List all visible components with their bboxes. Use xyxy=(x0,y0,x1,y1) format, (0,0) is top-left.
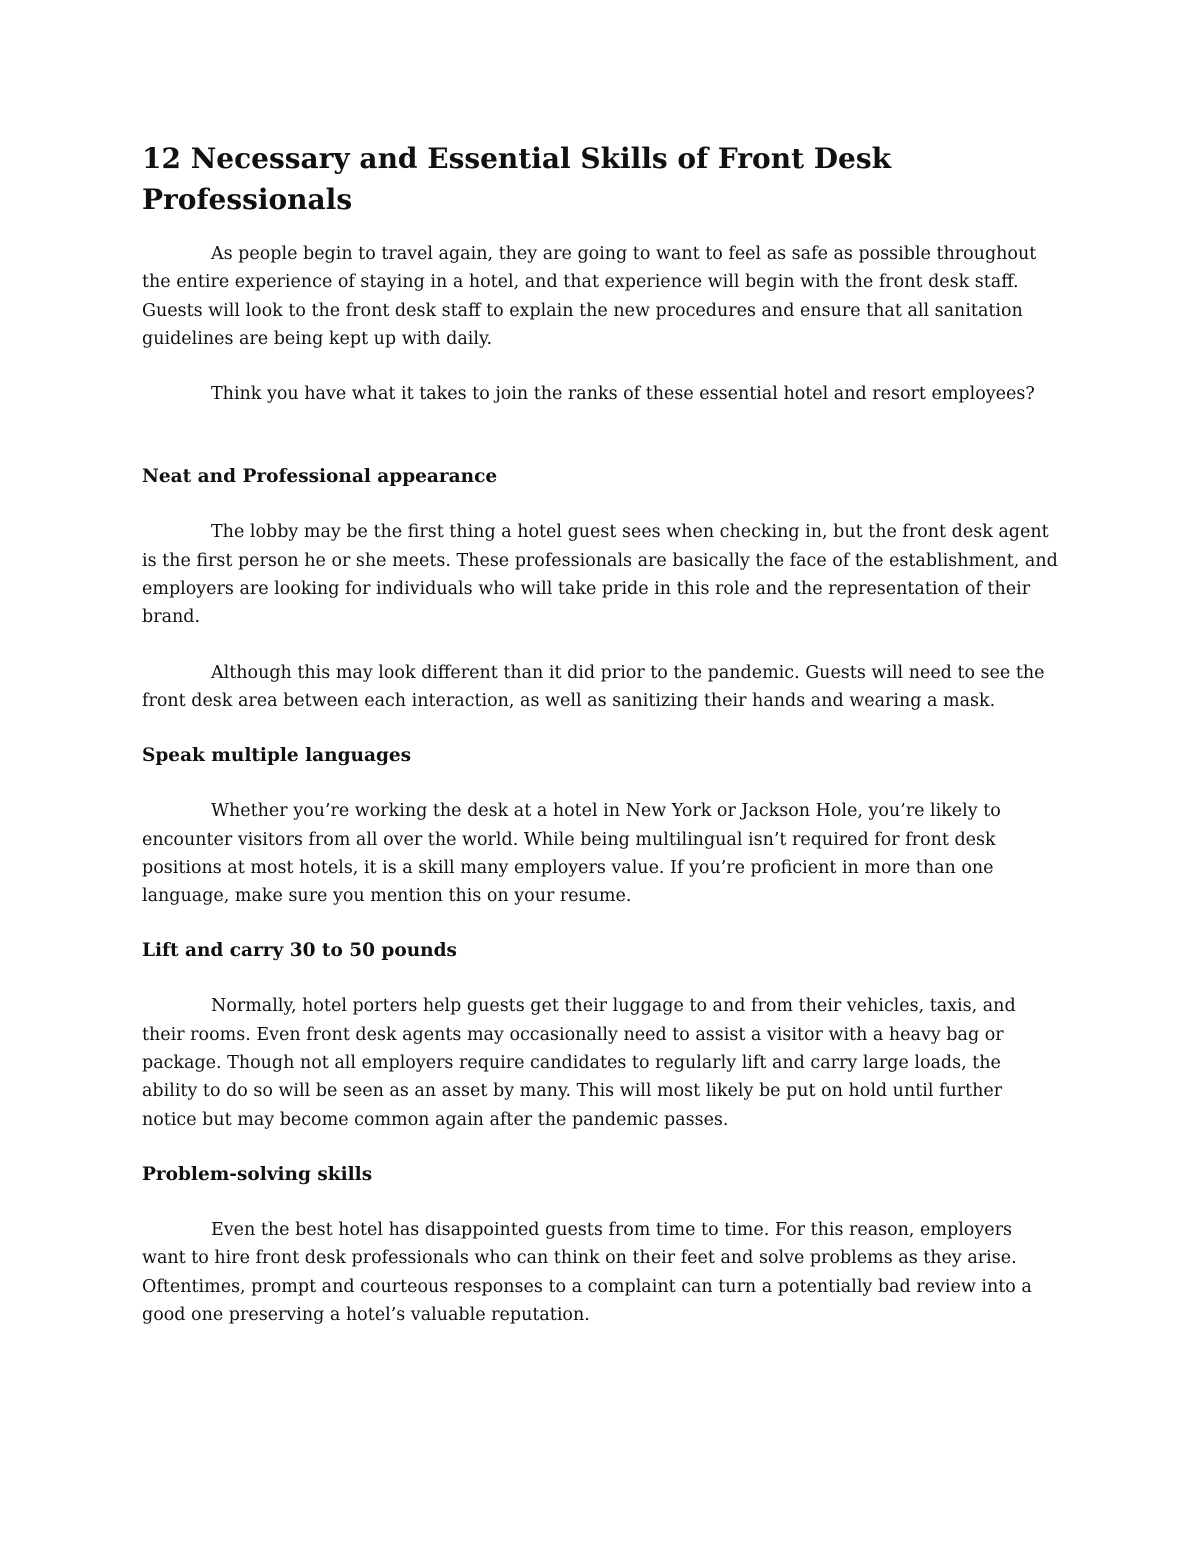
intro-paragraph: Think you have what it takes to join the ranks of these essential hotel and resort employees? xyxy=(211,384,1035,405)
spacer xyxy=(142,435,1060,463)
document-title: 12 Necessary and Essential Skills of Front Desk Professionals xyxy=(142,142,892,216)
section-paragraph: Normally, hotel porters help guests get their luggage to and from their vehicles, taxis, and their rooms. Even front desk agents may occasionally need to assist a visitor with a heavy bag or package. Though not all employers require candidates to regularly lift and carry large loads, the ability to do so will be seen as an asset by many. This will most likely be put on hold until further notice but may become common again after the pandemic passes. xyxy=(142,996,1016,1130)
section-heading: Problem-solving skills xyxy=(142,1163,373,1185)
intro-paragraph: As people begin to travel again, they are going to want to feel as safe as possible throughout the entire experience of staying in a hotel, and that experience will begin with the front desk staff. Guests will look to the front desk staff to explain the new procedures and ensure that all sanitation guidelines are being kept up with daily. xyxy=(142,244,1037,349)
section-paragraph: Whether you’re working the desk at a hotel in New York or Jackson Hole, you’re likely to encounter visitors from all over the world. While being multilingual isn’t required for front desk positions at most hotels, it is a skill many employers value. If you’re proficient in more than one language, make sure you mention this on your resume. xyxy=(142,801,1001,907)
section-heading: Neat and Professional appearance xyxy=(142,466,498,488)
section-paragraph: Although this may look different than it did prior to the pandemic. Guests will need to see the front desk area between each interaction, as well as sanitizing their hands and wearing a mask. xyxy=(142,662,1045,711)
section-paragraph: Even the best hotel has disappointed guests from time to time. For this reason, employers want to hire front desk professionals who can think on their feet and solve problems as they arise. Oftentimes, prompt and courteous responses to a complaint can turn a potentially bad review into a good one preserving a hotel’s valuable reputation. xyxy=(142,1219,1032,1325)
section-heading: Speak multiple languages xyxy=(142,745,412,767)
section-heading: Lift and carry 30 to 50 pounds xyxy=(142,940,457,962)
document-page xyxy=(142,138,1060,1356)
section-paragraph: The lobby may be the first thing a hotel guest sees when checking in, but the front desk agent is the first person he or she meets. These professionals are basically the face of the establishment, and employers are looking for individuals who will take pride in this role and the representation of their brand. xyxy=(142,522,1058,628)
